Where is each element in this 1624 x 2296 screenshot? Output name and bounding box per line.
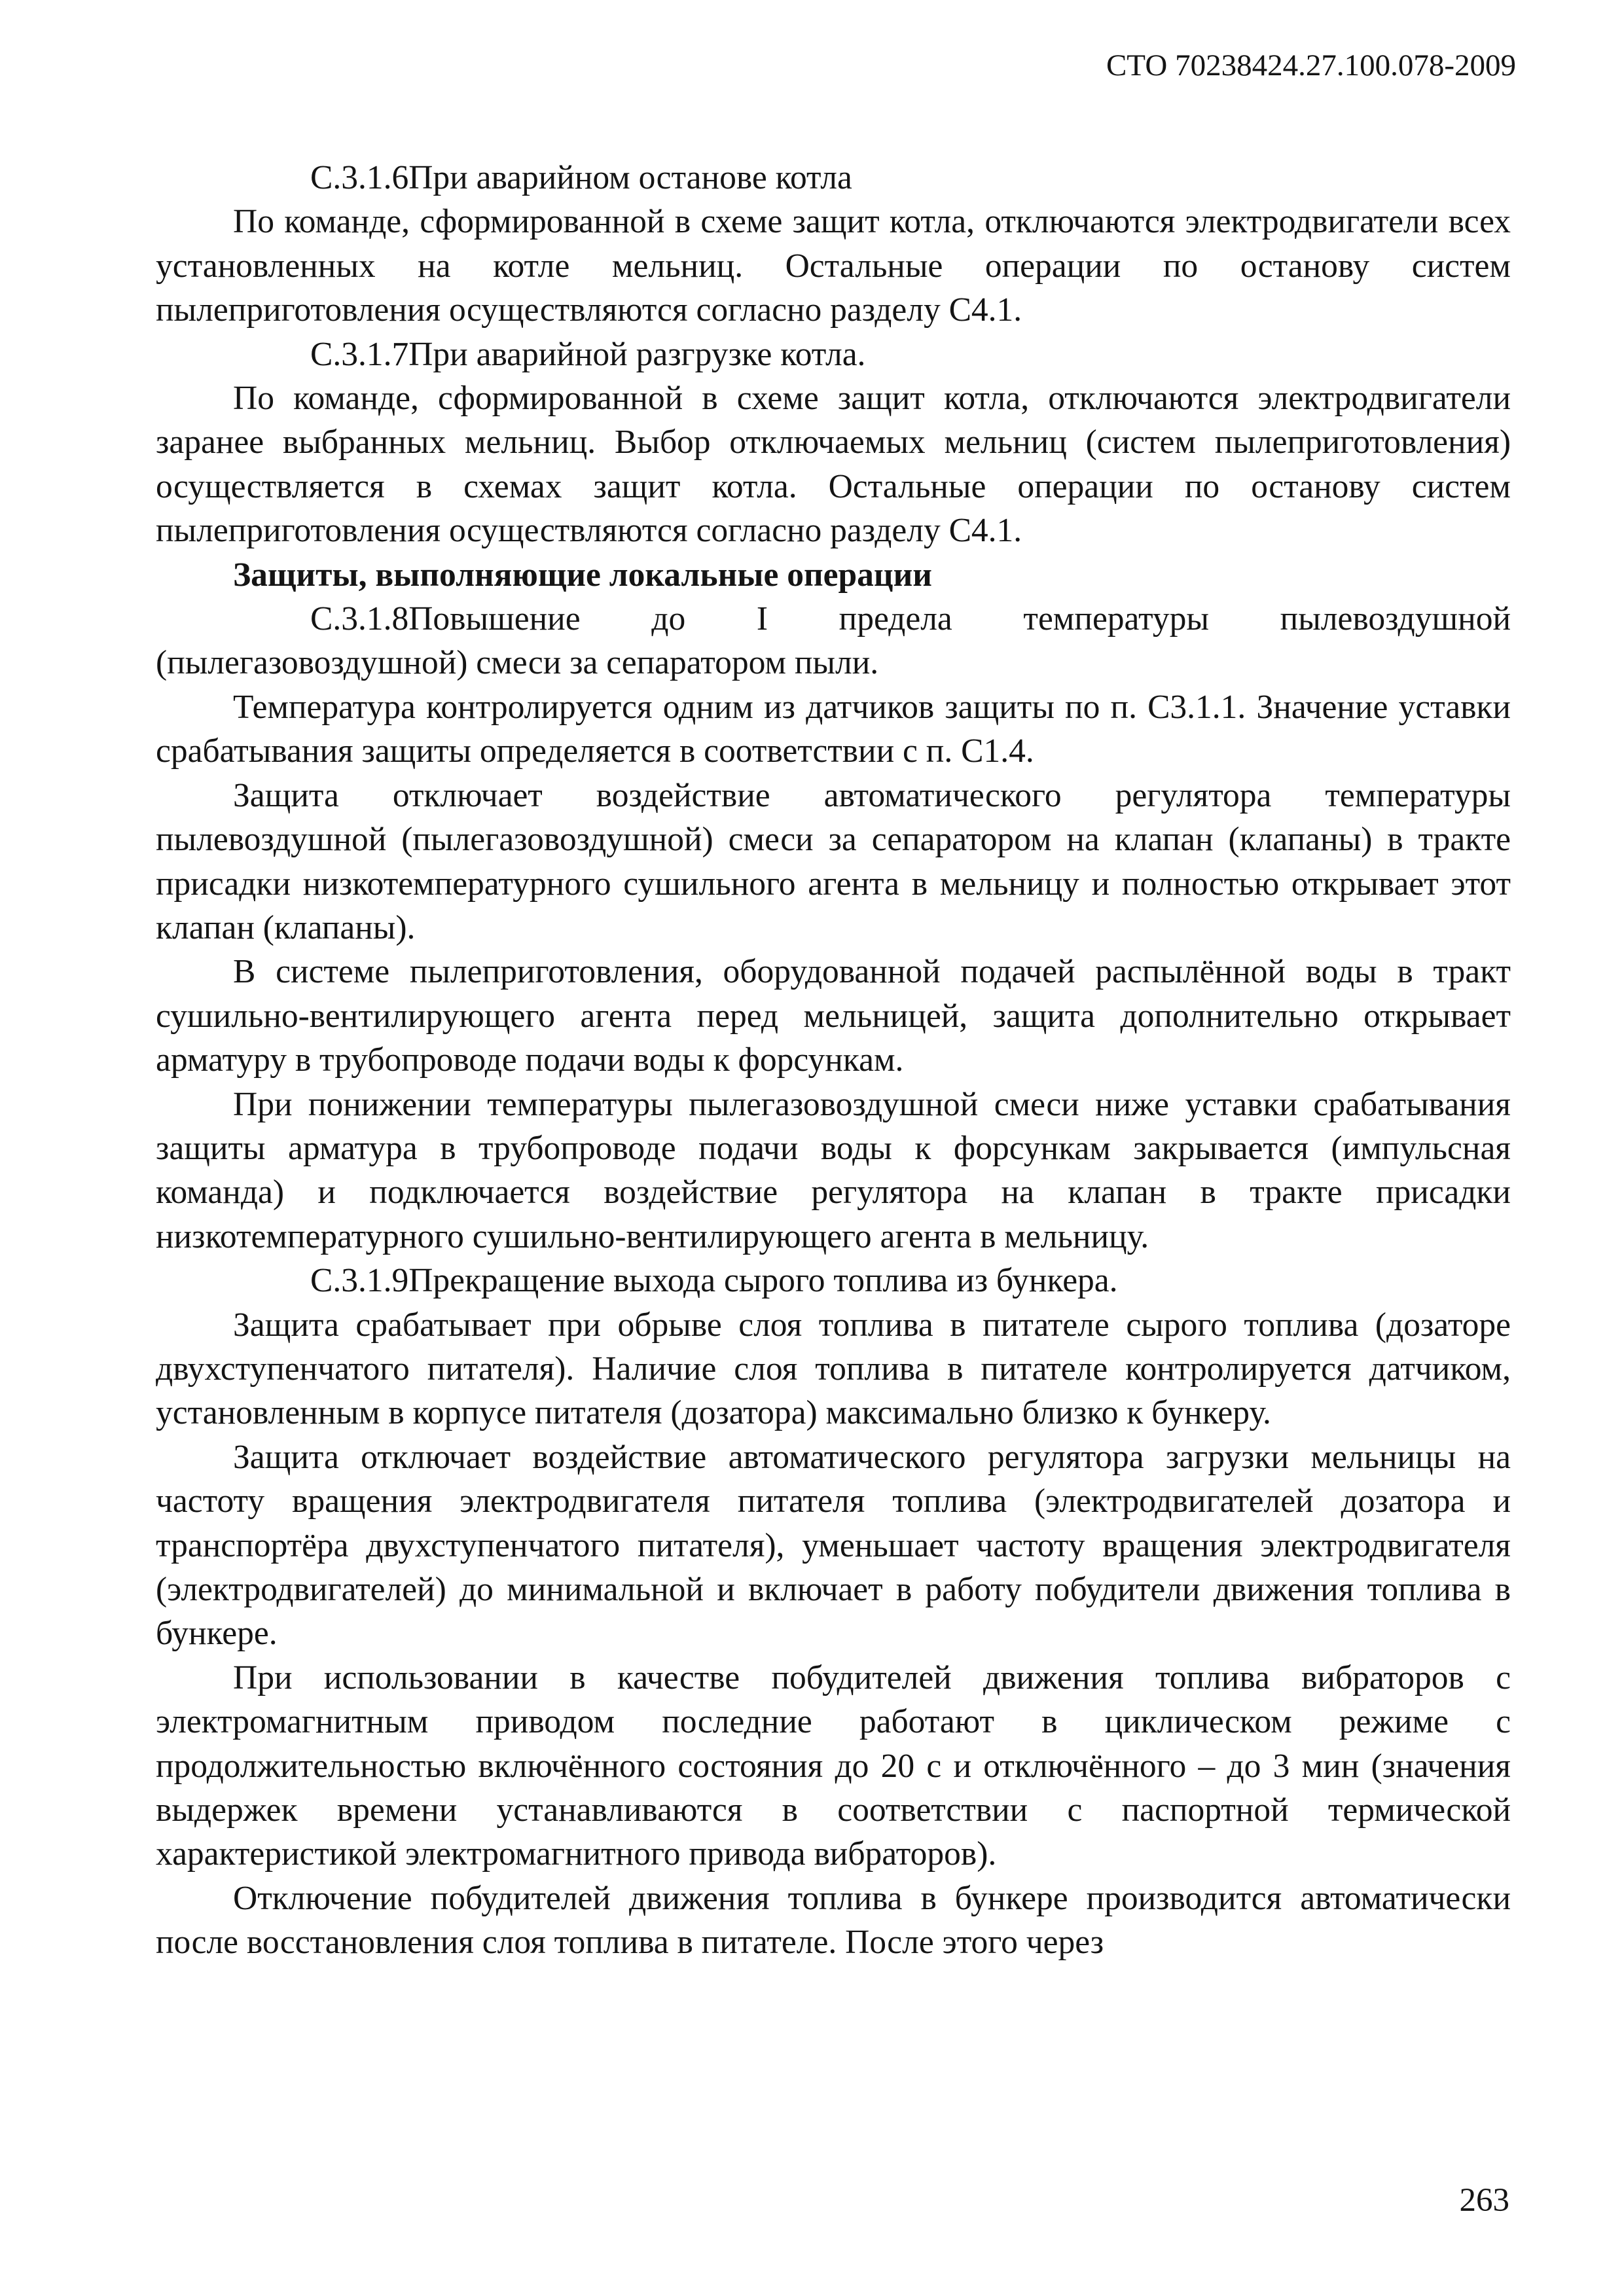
clause-title: Повышение до I предела температуры пылевоздушной (пылегазовоздушной) смеси за сепаратором пыли. [156,600,1511,682]
clause-title: Прекращение выхода сырого топлива из бункера. [408,1262,1118,1300]
paragraph: Защита срабатывает при обрыве слоя топлива в питателе сырого топлива (дозаторе двухступенчатого питателя). Наличие слоя топлива в питателе контролируется датчиком, установленным в корпусе питателя (дозатора) максимально близко к бункеру. [156,1306,1511,1432]
paragraph: По команде, сформированной в схеме защит котла, отключаются электродвигатели заранее выбранных мельниц. Выбор отключаемых мельниц (систем пылеприготовления) осуществляется в схемах защит котла. Остальные операции по останову систем пылеприготовления осуществляются согласно разделу С4.1. [156,380,1511,550]
paragraph: По команде, сформированной в схеме защит котла, отключаются электродвигатели всех установленных на котле мельниц. Остальные операции по останову систем пылеприготовления осуществляются согласно разделу С4.1. [156,203,1511,329]
document-code: СТО 70238424.27.100.078-2009 [1106,48,1516,82]
clause-number: С.3.1.9 [310,1262,409,1300]
paragraph: В системе пылеприготовления, оборудованной подачей распылённой воды в тракт сушильно-вентилирующего агента перед мельницей, защита дополнительно открывает арматуру в трубопроводе подачи воды к форсункам. [156,953,1511,1079]
clause-c-3-1-8 [156,597,1511,685]
page-number: 263 [1459,2182,1509,2219]
paragraph: Защита отключает воздействие автоматического регулятора температуры пылевоздушной (пылегазовоздушной) смеси за сепаратором на клапан (клапаны) в тракте присадки низкотемпературного сушильного агента в мельницу и полностью открывает этот клапан (клапаны). [156,776,1511,946]
clause-c-3-1-7 [156,332,1511,376]
clause-title: При аварийной разгрузке котла. [408,335,866,373]
paragraph: Защита отключает воздействие автоматического регулятора загрузки мельницы на частоту вращения электродвигателя питателя топлива (электродвигателей дозатора и транспортёра двухступенчатого питателя), уменьшает частоту вращения электродвигателя (электродвигателей) до минимальной и включает в работу побудители движения топлива в бункере. [156,1438,1511,1653]
clause-number: С.3.1.8 [310,600,409,638]
clause-c-3-1-6 [156,156,1511,200]
paragraph: При использовании в качестве побудителей движения топлива вибраторов с электромагнитным приводом последние работают в циклическом режиме с продолжительностью включённого состояния до 20 с и отключённого – до 3 мин (значения выдержек времени устанавливаются в соответствии с паспортной термической характеристикой электромагнитного привода вибраторов). [156,1659,1511,1873]
clause-number: С.3.1.6 [310,159,409,196]
section-heading: Защиты, выполняющие локальные операции [233,556,932,594]
paragraph: Отключение побудителей движения топлива в бункере производится автоматически после восстановления слоя топлива в питателе. После этого через [156,1879,1511,1962]
clause-number: С.3.1.7 [310,335,409,373]
clause-title: При аварийном останове котла [408,159,852,196]
paragraph: При понижении температуры пылегазовоздушной смеси ниже уставки срабатывания защиты арматура в трубопроводе подачи воды к форсункам закрывается (импульсная команда) и подключается воздействие регулятора на клапан в тракте присадки низкотемпературного сушильно-вентилирующего агента в мельницу. [156,1085,1511,1255]
clause-c-3-1-9 [156,1259,1511,1302]
paragraph: Температура контролируется одним из датчиков защиты по п. С3.1.1. Значение уставки срабатывания защиты определяется в соответствии с п. С1.4. [156,688,1511,770]
page-body [156,156,1511,1965]
